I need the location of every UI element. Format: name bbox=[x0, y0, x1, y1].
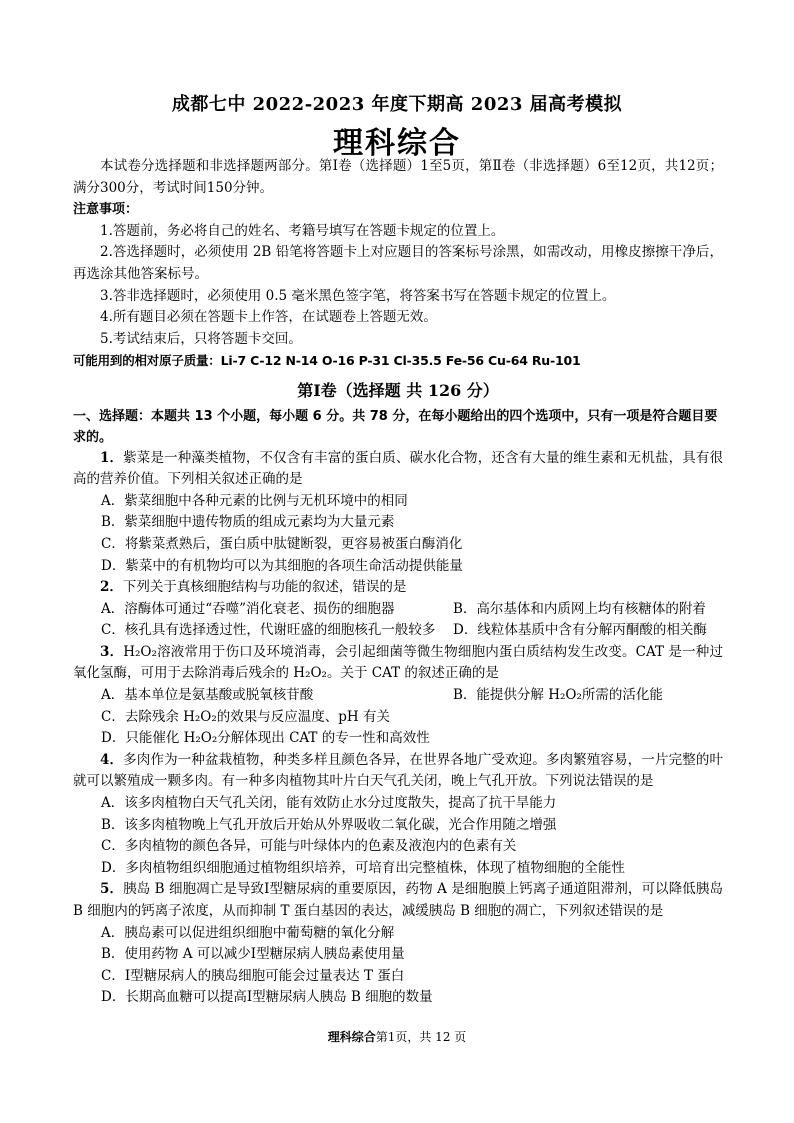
question-number: 5． bbox=[100, 881, 124, 898]
subject-title: 理科综合 bbox=[333, 126, 461, 161]
footer-page-number: 第1页，共 12 页 bbox=[375, 1030, 467, 1044]
question-stem bbox=[73, 642, 723, 685]
question-stem bbox=[73, 750, 723, 793]
question-text: H₂O₂溶液常用于伤口及环境消毒，会引起细菌等微生物细胞内蛋白质结构发生改变。CAT 是一种过氧化氢酶，可用于去除消毒后残余的 H₂O₂。关于 CAT 的叙述正确的是 bbox=[73, 643, 723, 682]
note-item: 1.答题前，务必将自己的姓名、考籍号填写在答题卡规定的位置上。 bbox=[100, 222, 505, 239]
option: D．长期高血糖可以提高Ⅰ型糖尿病人胰岛 B 细胞的数量 bbox=[101, 989, 433, 1006]
option: B．该多肉植物晚上气孔开放后开始从外界吸收二氧化碳，光合作用随之增强 bbox=[101, 816, 557, 833]
question-text: 胰岛 B 细胞凋亡是导致Ⅰ型糖尿病的重要原因，药物 A 是细胞膜上钙离子通道阻滞剂，可以降低胰岛 B 细胞内的钙离子浓度，从而抑制 T 蛋白基因的表达，减缓胰岛 B 细胞的凋亡，下列叙述错误的是 bbox=[73, 881, 723, 919]
option: B．紫菜细胞中遗传物质的组成元素均为大量元素 bbox=[101, 514, 395, 531]
option: C．多肉植物的颜色各异，可能与叶绿体内的色素及液泡内的色素有关 bbox=[101, 838, 517, 855]
option: A．该多肉植物白天气孔关闭，能有效防止水分过度散失，提高了抗干旱能力 bbox=[101, 795, 557, 812]
footer-subject: 理科综合 bbox=[327, 1030, 376, 1044]
section-title: 第Ⅰ卷（选择题 共 126 分） bbox=[297, 380, 499, 400]
option: A．溶酶体可通过“吞噬”消化衰老、损伤的细胞器 bbox=[101, 600, 395, 617]
question-text: 紫菜是一种藻类植物，不仅含有丰富的蛋白质、碳水化合物，还含有大量的维生素和无机盐，具有很高的营养价值。下列相关叙述正确的是 bbox=[73, 449, 723, 488]
option: C．核孔具有选择透过性，代谢旺盛的细胞核孔一般较多 bbox=[101, 622, 436, 639]
option: D．线粒体基质中含有分解丙酮酸的相关酶 bbox=[453, 622, 707, 639]
option-row bbox=[73, 620, 723, 642]
atomic-masses: 可能用到的相对原子质量：Li-7 C-12 N-14 O-16 P-31 Cl-35.5 Fe-56 Cu-64 Ru-101 bbox=[73, 353, 581, 369]
part-heading: 一、选择题：本题共 13 个小题，每小题 6 分。共 78 分，在每小题给出的四个选项中，只有一项是符合题目要求的。 bbox=[73, 408, 718, 445]
option: C．将紫菜煮熟后，蛋白质中肽键断裂，更容易被蛋白酶消化 bbox=[101, 535, 463, 552]
question-number: 3． bbox=[100, 643, 124, 660]
option: D．多肉植物组织细胞通过植物组织培养，可培育出完整植株，体现了植物细胞的全能性 bbox=[101, 859, 625, 876]
question-stem bbox=[73, 879, 723, 922]
question-text: 多肉作为一种盆栽植物，种类多样且颜色各异，在世界各地广受欢迎。多肉繁殖容易，一片完整的叶就可以繁殖成一颗多肉。有一种多肉植物其叶片白天气孔关闭，晚上气孔开放。下列说法错误的是 bbox=[73, 751, 723, 790]
question-stem bbox=[73, 577, 723, 599]
note-item: 3.答非选择题时，必须使用 0.5 毫米黑色签字笔，将答案书写在答题卡规定的位置上。 bbox=[100, 287, 616, 304]
option-row bbox=[73, 599, 723, 621]
question-number: 4． bbox=[100, 751, 124, 768]
question-number: 1． bbox=[100, 449, 124, 466]
option: D．只能催化 H₂O₂分解体现出 CAT 的专一性和高效性 bbox=[101, 730, 430, 747]
option: A．基本单位是氨基酸或脱氧核苷酸 bbox=[101, 687, 314, 704]
option: B．使用药物 A 可以减少Ⅰ型糖尿病人胰岛素使用量 bbox=[101, 946, 405, 963]
question-stem bbox=[73, 448, 723, 491]
option: A．胰岛素可以促进组织细胞中葡萄糖的氧化分解 bbox=[101, 924, 395, 941]
note-item: 2.答选择题时，必须使用 2B 铅笔将答题卡上对应题目的答案标号涂黑，如需改动，用橡皮擦擦干净后， 再选涂其他答案标号。 bbox=[73, 244, 723, 282]
option: A．紫菜细胞中各种元素的比例与无机环境中的相同 bbox=[101, 492, 408, 509]
option: B．能提供分解 H₂O₂所需的活化能 bbox=[453, 687, 663, 704]
option: C．Ⅰ型糖尿病人的胰岛细胞可能会过量表达 T 蛋白 bbox=[101, 967, 405, 984]
option: C．去除残余 H₂O₂的效果与反应温度、pH 有关 bbox=[101, 708, 390, 725]
note-item: 5.考试结束后，只将答题卡交回。 bbox=[100, 330, 302, 347]
notes-heading: 注意事项： bbox=[73, 202, 139, 218]
note-item: 4.所有题目必须在答题卡上作答，在试题卷上答题无效。 bbox=[100, 309, 437, 326]
option: B．高尔基体和内质网上均有核糖体的附着 bbox=[453, 600, 706, 617]
page-footer bbox=[0, 1028, 794, 1045]
question-text: 下列关于真核细胞结构与功能的叙述，错误的是 bbox=[122, 579, 407, 596]
exam-title: 成都七中 2022-2023 年度下期高 2023 届高考模拟 bbox=[171, 94, 623, 115]
intro-paragraph: 本试卷分选择题和非选择题两部分。第Ⅰ卷（选择题）1至5页，第Ⅱ卷（非选择题）6至12页，共12页；满分300分，考试时间150分钟。 bbox=[73, 158, 723, 196]
question-number: 2． bbox=[100, 579, 123, 596]
option: D．紫菜中的有机物均可以为其细胞的各项生命活动提供能量 bbox=[101, 557, 463, 574]
option-row bbox=[73, 685, 723, 707]
page-content bbox=[73, 156, 723, 1009]
